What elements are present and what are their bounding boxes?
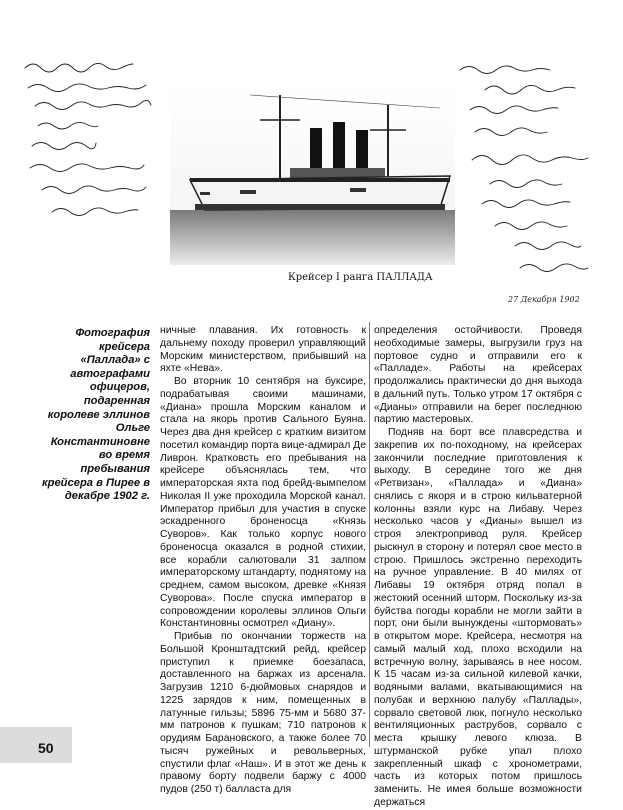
text-column-3 [374, 325, 582, 808]
signature-date: 27 Декабря 1902 [508, 295, 580, 304]
column-3-paragraph-2: Подняв на борт все плавсредства и закрепив их по-походному, на крейсерах закончили последние приготовления к выходу. В середине того же дня «Ретвизан», «Паллада» и «Диана» снялись с якоря и в строю кильватерной колонны взяли курс на Либаву. Через несколько часов у «Дианы» вышел из строя электропривод руля. Крейсер рыскнул в сторону и потерял свое место в строю. Пришлось экстренно переходить на ручное управление. В 40 милях от Либавы 19 октября отряд попал в жестокий осенний шторм. Поскольку из-за буйства погоды корабли не могли зайти в порт, они были вынуждены «штормовать» в открытом море. Крейсера, несмотря на самый малый ход, плохо всходили на встречную волну, зарываясь в нее носом. К 15 часам из-за сильной килевой качки, водяными валами, вкатывающимися на полубак и верхнюю палубу «Паллады», сорвало световой люк, погнуло несколько вентиляционных раструбов, сорвало с места крышку левого клюза. В штурманской рубке упал плохо закрепленный шкаф с хронометрами, часть из которых потом пришлось заменить. Не имея больше возможности держаться [374, 427, 582, 808]
cruiser-photo-with-autographs [20, 40, 610, 310]
autographs-left [25, 63, 151, 215]
column-2-paragraph-2: Во вторник 10 сентября на буксире, подрабатывая своими машинами, «Диана» прошла Морским каналом и стала на якорь против Сального Буяна. Через два дня крейсер с кратким визитом посетил командир порта вице-адмирал Де Ливрон. Кратковсть его пребывания на крейсере объяснялась тем, что императорская яхта под брейд-вымпелом Николая II уже проходила Морской канал. Император прибыл для участия в спуске эскадренного броненосца «Князь Суворов». Как только корпус нового броненосца оказался в родной стихии, все корабли салютовали 31 залпом императорскому штандарту, поднятому на среднем, самом высоком, древке «Князя Суворова». После спуска император в сопровождении королевы эллинов Ольги Константиновны осмотрел «Диану». [160, 376, 366, 630]
page-number-tab [0, 727, 72, 763]
column-3-paragraph-1: определения остойчивости. Проведя необходимые замеры, выгрузили груз на портовое судно и отправили его к «Палладе». Работы на крейсерах продолжались практически до дня выхода в дальний путь. Только утром 17 октября с «Дианы» отправили на берег последнюю партию мастеровых. [374, 325, 582, 426]
photo-plate-caption: Крейсер I ранга ПАЛЛАДА [288, 272, 433, 283]
column-2-paragraph-3: Прибыв по окончании торжеств на Большой Кронштадтский рейд, крейсер приступил к приемке боезапаса, доставленного на баржах из арсенала. Загрузив 1210 6-дюймовых снарядов и 1225 зарядов к ним, помещенных в латунные гильзы; 5896 75-мм и 5680 37-мм патронов к пушкам; 710 патронов к орудиям Барановского, а также более 70 тысяч ружейных и револьверных, спустили флаг «Наш». И в этот же день к правому борту подвели баржу с 4000 пудов (250 т) балласта для [160, 631, 366, 795]
text-column-2 [160, 325, 366, 795]
photo-caption: Фотография крейсера «Паллада» с автографами офицеров, подаренная королеве эллинов Ольге Константиновне во время пребывания крейсера в Пирее в декабре 1902 г. [41, 327, 150, 503]
autographs-right [460, 66, 588, 272]
page-number: 50 [38, 740, 54, 756]
column-2-paragraph-1: ничные плавания. Их готовность к дальнему походу проверил управляющий Морским министерством, прибывший на яхте «Нева». [160, 325, 366, 375]
column-divider [369, 322, 370, 747]
